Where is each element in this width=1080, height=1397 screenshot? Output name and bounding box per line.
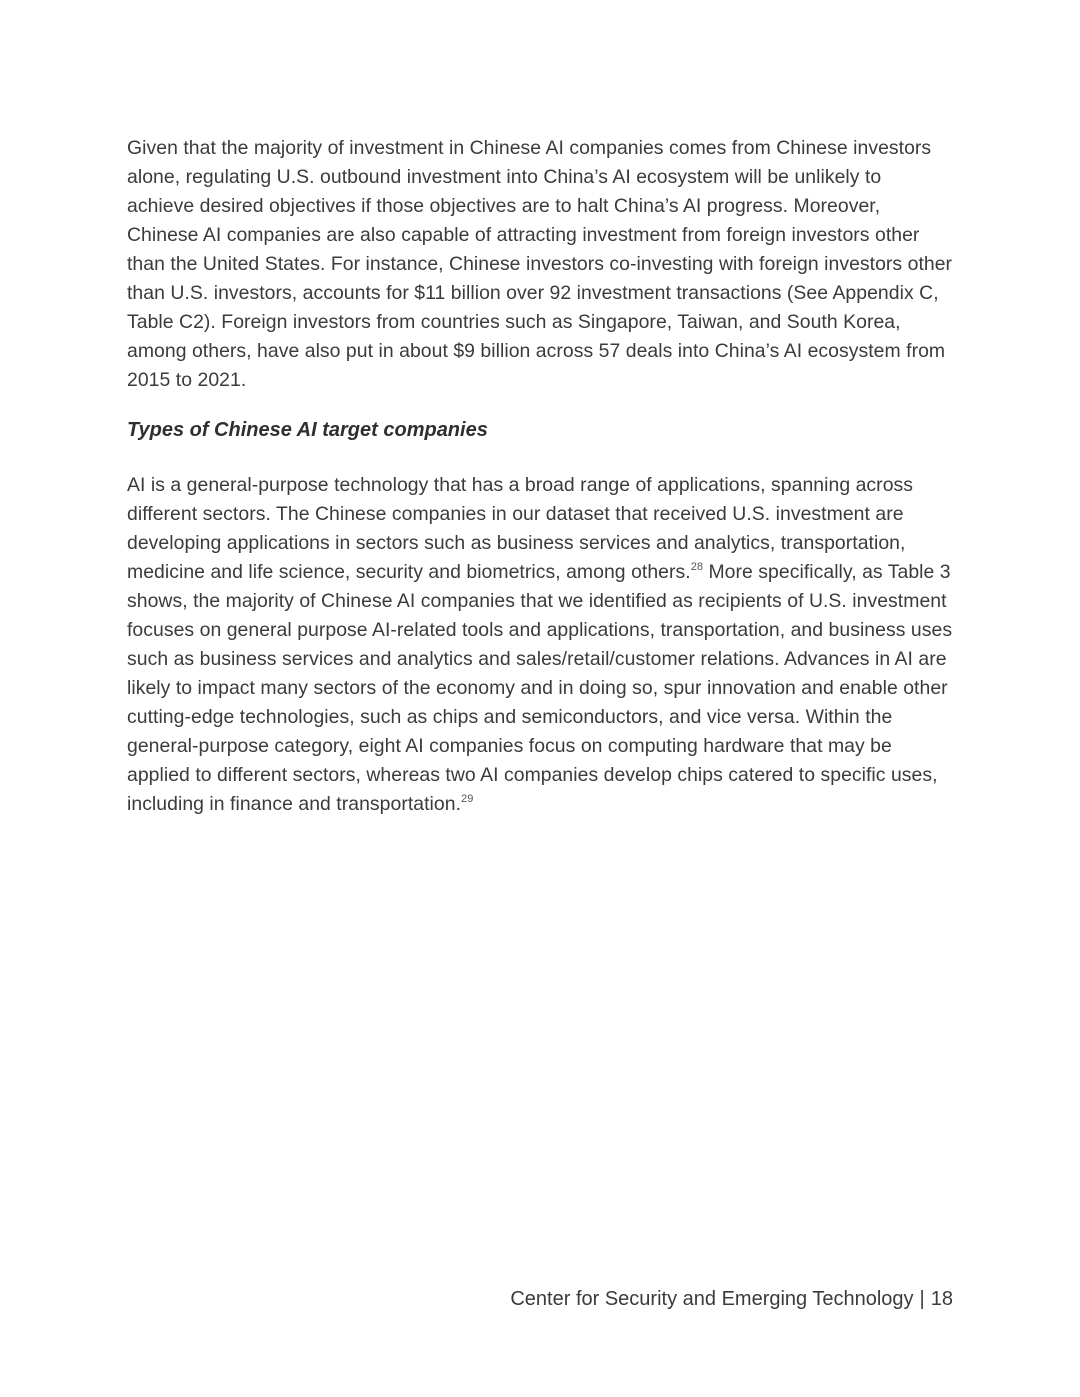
page-content	[127, 134, 953, 819]
body-paragraph-2	[127, 471, 953, 819]
page-number: 18	[930, 1288, 953, 1310]
page-footer	[510, 1285, 953, 1313]
footnote-ref-28[interactable]: 28	[690, 560, 704, 573]
paragraph-2-text-b: More specifically, as Table 3 shows, the majority of Chinese AI companies that we identified as recipients of U.S. investment focuses on general purpose AI-related tools and applications, transportation, and business uses such as business services and analytics and sales/retail/customer relations. Advances in AI are likely to impact many sectors of the economy and in doing so, spur innovation and enable other cutting-edge technologies, such as chips and semiconductors, and vice versa. Within the general-purpose category, eight AI companies focus on computing hardware that may be applied to different sectors, whereas two AI companies develop chips catered to specific uses, including in finance and transportation.	[127, 561, 953, 815]
body-paragraph-1: Given that the majority of investment in Chinese AI companies comes from Chinese investors alone, regulating U.S. outbound investment into China’s AI ecosystem will be unlikely to achieve desired objectives if those objectives are to halt China’s AI progress. Moreover, Chinese AI companies are also capable of attracting investment from foreign investors other than the United States. For instance, Chinese investors co-investing with foreign investors other than U.S. investors, accounts for $11 billion over 92 investment transactions (See Appendix C, Table C2). Foreign investors from countries such as Singapore, Taiwan, and South Korea, among others, have also put in about $9 billion across 57 deals into China’s AI ecosystem from 2015 to 2021.	[127, 137, 953, 391]
section-heading: Types of Chinese AI target companies	[127, 419, 488, 441]
footer-separator: |	[919, 1288, 925, 1310]
footnote-ref-29[interactable]: 29	[461, 792, 474, 805]
footer-organization: Center for Security and Emerging Technology	[510, 1288, 914, 1310]
paragraph-2-text-a: AI is a general-purpose technology that has a broad range of applications, spanning across different sectors. The Chinese companies in our dataset that received U.S. investment are developing applications in sectors such as business services and analytics, transportation, medicine and life science, security and biometrics, among others.	[127, 474, 914, 583]
